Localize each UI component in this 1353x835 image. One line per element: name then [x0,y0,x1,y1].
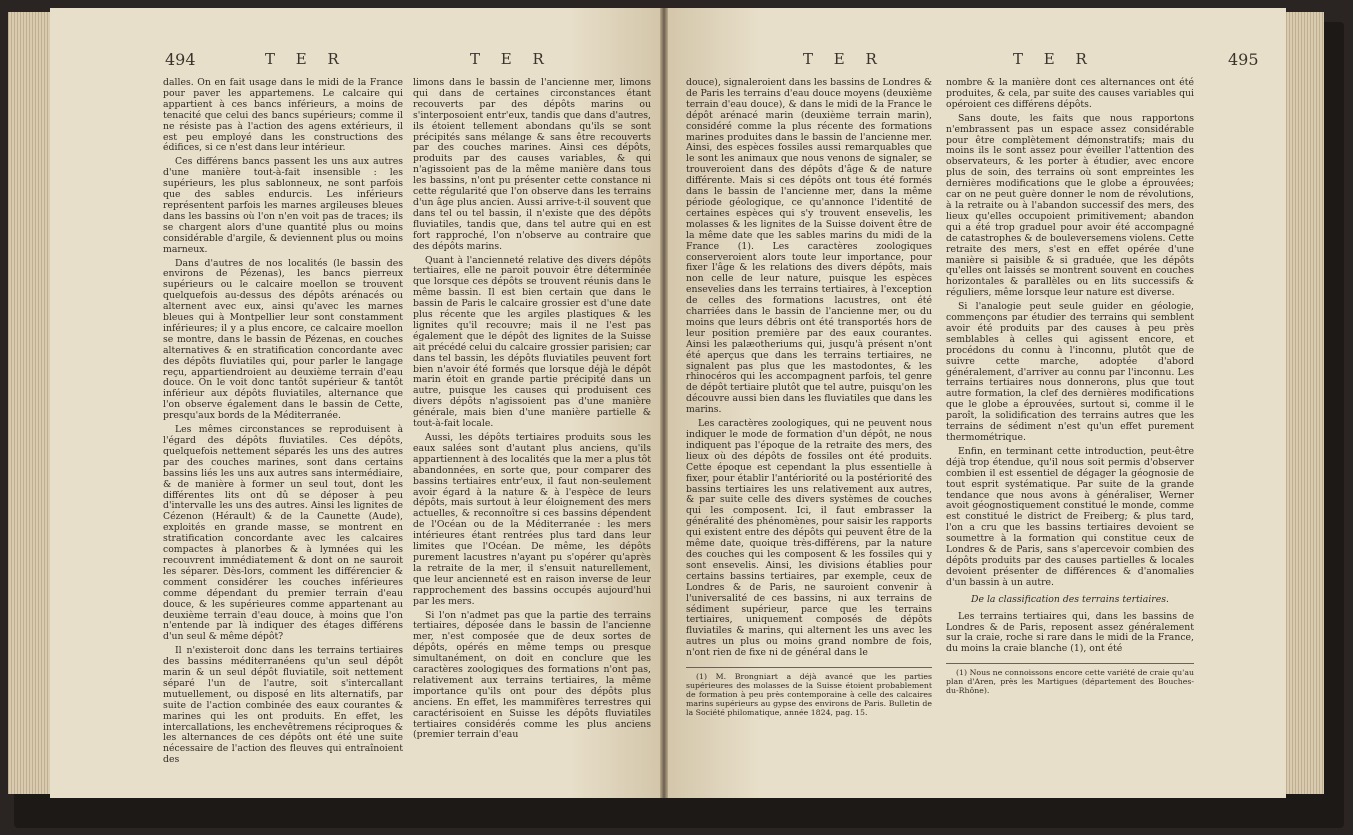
book-gutter [660,8,668,798]
paragraph: Dans d'autres de nos localités (le bassin des environs de Pézenas), les bancs pierreux supérieurs ou le calcaire moellon se trouvent quelquefois au-dessus des dépôts arénacés ou alternent avec eux, ainsi qu'avec les marnes bleues qui à Montpellier leur sont constamment inférieures; il y a plus encore, ce calcaire moellon se montre, dans le bassin de Pézenas, en couches alternatives & en stratification concordante avec des dépôts fluviatiles qui, pour parler le langage reçu, appartiendroient au deuxième terrain d'eau douce. On le voit donc tantôt supérieur & tantôt inférieur aux dépôts fluviatiles, alternance que l'on observe également dans le bassin de Cette, presqu'aux bords de la Méditerranée. [163,257,403,422]
footnote-text: (1) M. Brongniart a déjà avancé que les parties supérieures des molasses de la Suisse étoient probablement de formation à peu près contemporaine à celle des calcaires marins supérieurs au gypse des environs de Paris. Bulletin de la Société philomatique, année 1824, pag. 15. [686,672,932,718]
paragraph: Si l'on n'admet pas que la partie des terrains tertiaires, déposée dans le bassin de l'ancienne mer, n'est composée que de deux sortes de dépôts, opérés en même temps ou presque simultanément, on doit en conclure que les caractères zoologiques des formations n'ont pas, relativement aux terrains tertiaires, la même importance qu'ils ont pour des dépôts plus anciens. En effet, les mammifères terrestres qui caractérisoient en Suisse les dépôts fluviatiles tertiaires considérés comme les plus anciens (premier terrain d'eau [413,609,651,741]
footnote-text: (1) Nous ne connoissons encore cette variété de craie qu'au plan d'Aren, près les Martigues (département des Bouches-du-Rhône). [946,668,1194,696]
paragraph: Enfin, en terminant cette introduction, peut-être déjà trop étendue, qu'il nous soit permis d'observer combien il est essentiel de dégager la géognosie de tout esprit systématique. Par suite de la grande tendance que nous avons à généraliser, Werner avoit géognostiquement constitué le monde, comme est constitué le district de Freiberg; & plus tard, l'on a cru que les bassins tertiaires devoient se soumettre à la formation qui constitue ceux de Londres & de Paris, sans s'apercevoir combien des dépôts produits par des causes partielles & locales devoient présenter de différences & d'anomalies d'un bassin à un autre. [946,445,1194,588]
right-page-column-1 [686,78,932,719]
footnote-left [686,667,932,717]
running-head-left-col1: T E R [265,50,347,68]
running-head-left-col2: T E R [470,50,552,68]
footnote-right [946,663,1194,695]
paragraph: dalles. On en fait usage dans le midi de la France pour paver les appartemens. Le calcaire qui appartient à ces bancs inférieurs, a moins de tenacité que celui des bancs supérieurs; comme il ne résiste pas à l'action des agens extérieurs, il est peu employé dans les constructions des édifices, si ce n'est dans leur intérieur. [163,77,403,154]
right-page-edges [1284,12,1324,794]
left-page-column-1 [163,78,403,769]
running-head-right-col1: T E R [803,50,885,68]
section-heading: De la classification des terrains tertiaires. [971,593,1169,605]
running-head-right-col2: T E R [1013,50,1095,68]
paragraph: Si l'analogie peut seule guider en géologie, commençons par étudier des terrains qui semblent avoir été produits par des causes à peu près semblables à celles qui agissent encore, et procédons du connu à l'inconnu, plutôt que de suivre cette marche, adoptée d'abord généralement, d'arriver au connu par l'inconnu. Les terrains tertiaires nous donnerons, plus que tout autre formation, la clef des dernières modifications que le globe a éprouvées, surtout si, comme il le paroît, la solidification des terrains autres que les terrains de sédiment n'est qu'un effet purement thermométrique. [946,301,1194,443]
paragraph: douce), signaleroient dans les bassins de Londres & de Paris les terrains d'eau douce moyens (deuxième terrain d'eau douce), & dans le midi de la France le dépôt arénacé marin (deuxième terrain marin), considéré comme la plus récente des formations marines produites dans le bassin de l'ancienne mer. Ainsi, des espèces fossiles aussi remarquables que le sont les animaux que nous venons de signaler, se trouveroient dans des dépôts d'âge & de nature différente. Mais si ces dépôts ont tous été formés dans le bassin de l'ancienne mer, dans la même période géologique, ce qu'annonce l'identité de certaines espèces qui s'y trouvent ensevelis, les molasses & les lignites de la Suisse doivent être de la même date que les sables marins du midi de la France (1). Les caractères zoologiques conserveroient alors toute leur importance, pour fixer l'âge & les relations des divers dépôts, mais non celle de leur nature, puisque les espèces ensevelies dans les terrains tertiaires, à l'exception de celles des formations lacustres, ont été charriées dans le bassin de l'ancienne mer, ou du moins que leurs débris ont été transportés hors de leur position première par des eaux courantes. Ainsi les palæotheriums qui, jusqu'à présent n'ont été aperçus que dans les terrains tertiaires, ne signalent pas plus que les mastodontes, & les rhinocéros qui les accompagnent parfois, tel genre de dépôt tertiaire plutôt que tel autre, puisqu'on les découvre aussi bien dans les fluviatiles que dans les marins. [686,77,932,416]
left-page-column-2 [413,78,651,744]
paragraph: Ces différens bancs passent les uns aux autres d'une manière tout-à-fait insensible : les supérieurs, les plus sablonneux, ne sont parfois que des sables endurcis. Les inférieurs représentent parfois les marnes argileuses bleues dans les bassins où l'on n'en voit pas de traces; ils se chargent alors d'une quantité plus ou moins considérable d'argile, & deviennent plus ou moins marneux. [163,156,403,255]
paragraph: Il n'existeroit donc dans les terrains tertiaires des bassins méditerranéens qu'un seul dépôt marin & un seul dépôt fluviatile, soit nettement séparé l'un de l'autre, soit s'intercallant mutuellement, ou disposé en lits alternatifs, par suite de l'action combinée des eaux courantes & marines qui les ont produits. En effet, les intercallations, les enchevêtremens réciproques & les alternances de ces dépôts ont été une suite nécessaire de l'action des fleuves qui entraînoient des [163,645,403,766]
paragraph: Les terrains tertiaires qui, dans les bassins de Londres & de Paris, reposent assez généralement sur la craie, roche si rare dans le midi de la France, du moins la craie blanche (1), ont été [946,610,1194,655]
paragraph: limons dans le bassin de l'ancienne mer, limons qui dans de certaines circonstances étant recouverts par des dépôts marins ou s'interposoient entr'eux, tandis que dans d'autres, ils étoient tellement abondans qu'ils se sont précipités sans mélange & sans être recouverts par des couches marines. Ainsi ces dépôts, produits par des causes variables, & qui n'agissoient pas de la même manière dans tous les bassins, n'ont pu présenter cette constance ni cette régularité que l'on observe dans les terrains d'un âge plus ancien. Aussi arrive-t-il souvent que dans tel ou tel bassin, il n'existe que des dépôts fluviatiles, tandis que, dans tel autre qui en est fort rapproché, l'on n'observe au contraire que des dépôts marins. [413,77,651,252]
paragraph: nombre & la manière dont ces alternances ont été produites, & cela, par suite des causes variables qui opéroient ces différens dépôts. [946,77,1194,110]
paragraph: Les caractères zoologiques, qui ne peuvent nous indiquer le mode de formation d'un dépôt, ne nous indiquent pas l'époque de la retraite des mers, des lieux où des dépôts de fossiles ont été produits. Cette époque est cependant la plus essentielle à fixer, pour établir l'antériorité ou la postériorité des bassins tertiaires les uns relativement aux autres, & par suite celle des divers systèmes de couches qui les composent. Ici, il faut embrasser la généralité des phénomènes, pour saisir les rapports qui existent entre des dépôts qui peuvent être de la même date, quoique très-différens, par la nature des couches qui les composent & les fossiles qui y sont ensevelis. Ainsi, les divisions établies pour certains bassins tertiaires, par exemple, ceux de Londres & de Paris, ne sauroient convenir à l'universalité de ces bassins, ni aux terrains de sédiment supérieur, parce que les terrains tertiaires, uniquement composés de dépôts fluviatiles & marins, qui alternent les uns avec les autres un plus ou moins grand nombre de fois, n'ont rien de fixe ni de général dans le [686,418,932,659]
paragraph: Les mêmes circonstances se reproduisent à l'égard des dépôts fluviatiles. Ces dépôts, quelquefois nettement séparés les uns des autres par des couches marines, sont dans certains bassins liés les uns aux autres sans intermédiaire, & de manière à former un seul tout, dont les différentes lits ont dû se déposer à peu d'intervalle les uns des autres. Ainsi les lignites de Cézenon (Hérault) & de la Caunette (Aude), exploités en grande masse, se montrent en stratification concordante avec les calcaires compactes à planorbes & à lymnées qui les recouvrent immédiatement & dont on ne sauroit les séparer. Dès-lors, comment les différencier & comment considérer les couches inférieures comme dépendant du premier terrain d'eau douce, & les supérieures comme appartenant au deuxième terrain d'eau douce, à moins que l'on n'entende par là indiquer des étages différens d'un seul & même dépôt? [163,424,403,643]
right-page-column-2 [946,78,1194,697]
paragraph: Aussi, les dépôts tertiaires produits sous les eaux salées sont d'autant plus anciens, qu'ils appartiennent à des localités que la mer a plus tôt abandonnées, en sorte que, pour comparer des bassins tertiaires entr'eux, il faut non-seulement avoir égard à la nature & à l'espèce de leurs dépôts, mais surtout à leur éloignement des mers actuelles, & reconnoître si ces bassins dépendent de l'Océan ou de la Méditerranée : les mers intérieures étant rentrées plus tard dans leur limites que l'Océan. De même, les dépôts purement lacustres n'ayant pu s'opérer qu'après la retraite de la mer, il s'ensuit naturellement, que leur ancienneté est en raison inverse de leur rapprochement des bassins occupés aujourd'hui par les mers. [413,432,651,607]
left-page [50,8,660,798]
right-page [668,8,1286,798]
left-page-edges [8,12,52,794]
page-number-right: 495 [1228,50,1259,69]
paragraph: Sans doute, les faits que nous rapportons n'embrassent pas un espace assez considérable pour être complètement démonstratifs; mais du moins ils le sont assez pour éveiller l'attention des observateurs, & les porter à étudier, avec encore plus de soin, des terrains où sont empreintes les dernières modifications que le globe a éprouvées; car on ne peut guère donner le nom de révolutions, à la retraite ou à l'abandon successif des mers, des lieux qu'elles occupoient primitivement; abandon qui a été trop graduel pour avoir été accompagné de catastrophes & de bouleversemens violens. Cette retraite des mers, s'est en effet opérée d'une manière si paisible & si graduée, que les dépôts qu'elles ont laissés se montrent souvent en couches horizontales & parallèles ou en lits successifs & réguliers, même lorsque leur nature est diverse. [946,112,1194,299]
page-number-left: 494 [165,50,196,69]
paragraph: Quant à l'ancienneté relative des divers dépôts tertiaires, elle ne paroit pouvoir être déterminée que lorsque ces dépôts se trouvent réunis dans le même bassin. Il est bien certain que dans le bassin de Paris le calcaire grossier est d'une date plus récente que les argiles plastiques & les lignites qu'il recouvre; mais il ne l'est pas également que le dépôt des lignites de la Suisse ait précédé celui du calcaire grossier parisien; car dans tel bassin, les dépôts fluviatiles peuvent fort bien n'avoir été formés que lorsque déjà le dépôt marin étoit en grande partie précipité dans un autre, puisque les causes qui produisent ces divers dépôts n'agissoient pas d'une manière générale, mais bien d'une manière partielle & tout-à-fait locale. [413,254,651,430]
